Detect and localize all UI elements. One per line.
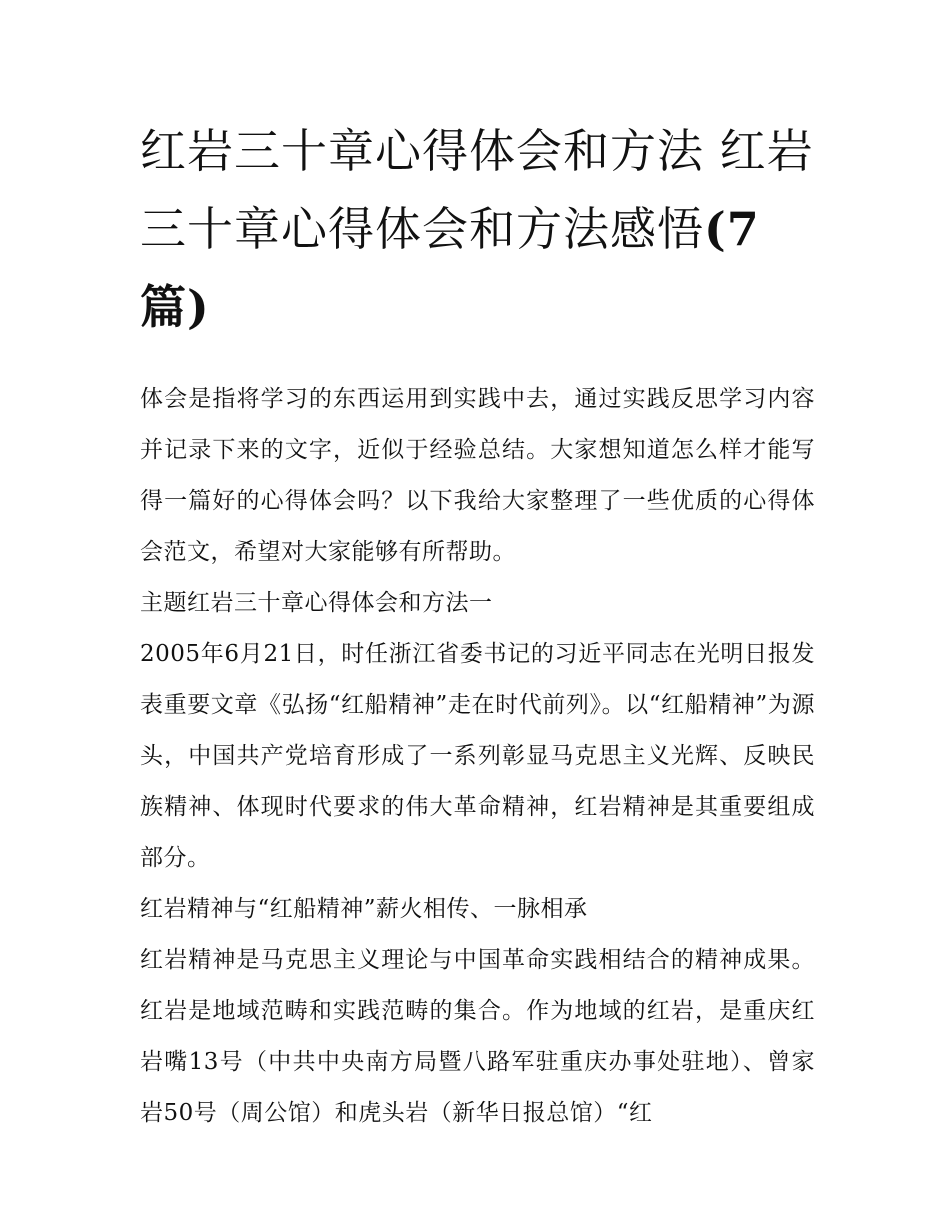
section-heading-1: 主题红岩三十章心得体会和方法一: [140, 590, 493, 616]
body-paragraph-2: 红岩精神是马克思主义理论与中国革命实践相结合的精神成果。红岩是地域范畴和实践范畴的集合。作为地域的红岩，是重庆红岩嘴13号（中共中央南方局暨八路军驻重庆办事处驻地）、曾家岩50号（周公馆）和虎头岩（新华日报总馆）“红: [140, 947, 815, 1126]
section-heading-2: 红岩精神与“红船精神”薪火相传、一脉相承: [140, 896, 588, 922]
title-main: 红岩三十章心得体会和方法 红岩三十章心得体会和方法感悟: [140, 124, 814, 256]
title-count: (7篇): [140, 202, 760, 334]
document-page: [140, 112, 815, 1139]
body-paragraph-1: 2005年6月21日，时任浙江省委书记的习近平同志在光明日报发表重要文章《弘扬“红船精神”走在时代前列》。以“红船精神”为源头，中国共产党培育形成了一系列彰显马克思主义光辉、反映民族精神、体现时代要求的伟大革命精神，红岩精神是其重要组成部分。: [140, 641, 815, 871]
document-title: [140, 112, 815, 346]
intro-paragraph: 体会是指将学习的东西运用到实践中去，通过实践反思学习内容并记录下来的文字，近似于经验总结。大家想知道怎么样才能写得一篇好的心得体会吗？以下我给大家整理了一些优质的心得体会范文，希望对大家能够有所帮助。: [140, 386, 815, 565]
